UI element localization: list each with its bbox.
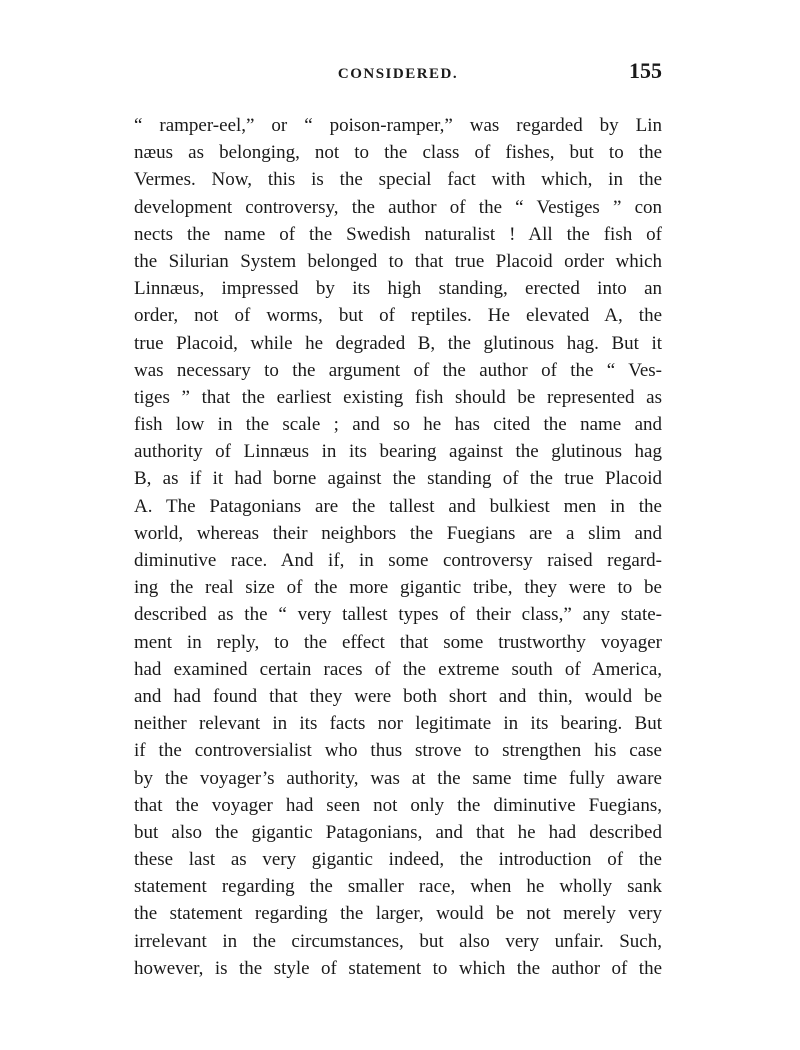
page-number: 155 [629, 58, 662, 83]
text-line: world, whereas their neighbors the Fuegians are a slim and [134, 522, 662, 544]
text-line: diminutive race. And if, in some controversy raised regard- [134, 550, 662, 571]
text-line: irrelevant in the circumstances, but also very unfair. Such, [134, 930, 662, 952]
text-line: and had found that they were both short and thin, would be [134, 685, 662, 707]
text-line: næus as belonging, not to the class of fishes, but to the [134, 142, 662, 164]
running-head [134, 56, 662, 86]
text-line: fish low in the scale ; and so he has cited the name and [134, 414, 662, 436]
text-line: statement regarding the smaller race, when he wholly sank [134, 876, 662, 898]
text-line: however, is the style of statement to which the author of the [134, 957, 662, 979]
text-line: but also the gigantic Patagonians, and that he had described [134, 821, 662, 843]
text-line: A. The Patagonians are the tallest and bulkiest men in the [134, 495, 662, 517]
text-line: tiges ” that the earliest existing fish should be represented as [134, 386, 662, 408]
text-line: nects the name of the Swedish naturalist ! All the fish of [134, 223, 662, 245]
text-line: by the voyager’s authority, was at the same time fully aware [134, 767, 662, 789]
text-line: ment in reply, to the effect that some trustworthy voyager [134, 631, 662, 653]
text-line: “ ramper-eel,” or “ poison-ramper,” was regarded by Lin [134, 115, 662, 136]
text-line: true Placoid, while he degraded B, the glutinous hag. But it [134, 332, 662, 354]
text-line: the statement regarding the larger, would be not merely very [134, 903, 662, 925]
text-line: order, not of worms, but of reptiles. He elevated A, the [134, 305, 662, 327]
text-line: described as the “ very tallest types of their class,” any state- [134, 604, 662, 626]
text-line: if the controversialist who thus strove to strengthen his case [134, 740, 662, 762]
text-line: had examined certain races of the extreme south of America, [134, 658, 662, 680]
text-line: that the voyager had seen not only the diminutive Fuegians, [134, 794, 662, 816]
text-line: these last as very gigantic indeed, the introduction of the [134, 849, 662, 871]
text-line: the Silurian System belonged to that true Placoid order which [134, 250, 662, 272]
running-title: CONSIDERED. [337, 66, 459, 82]
text-line: ing the real size of the more gigantic tribe, they were to be [134, 577, 662, 599]
text-line: Linnæus, impressed by its high standing, erected into an [134, 278, 662, 300]
text-line: authority of Linnæus in its bearing against the glutinous hag [134, 441, 662, 463]
text-line: was necessary to the argument of the author of the “ Ves- [134, 359, 662, 381]
text-line: neither relevant in its facts nor legitimate in its bearing. But [134, 713, 662, 735]
text-line: B, as if it had borne against the standing of the true Placoid [134, 468, 662, 490]
body-text [134, 112, 662, 982]
text-line: Vermes. Now, this is the special fact with which, in the [134, 169, 662, 191]
text-line: development controversy, the author of the “ Vestiges ” con [134, 196, 662, 218]
